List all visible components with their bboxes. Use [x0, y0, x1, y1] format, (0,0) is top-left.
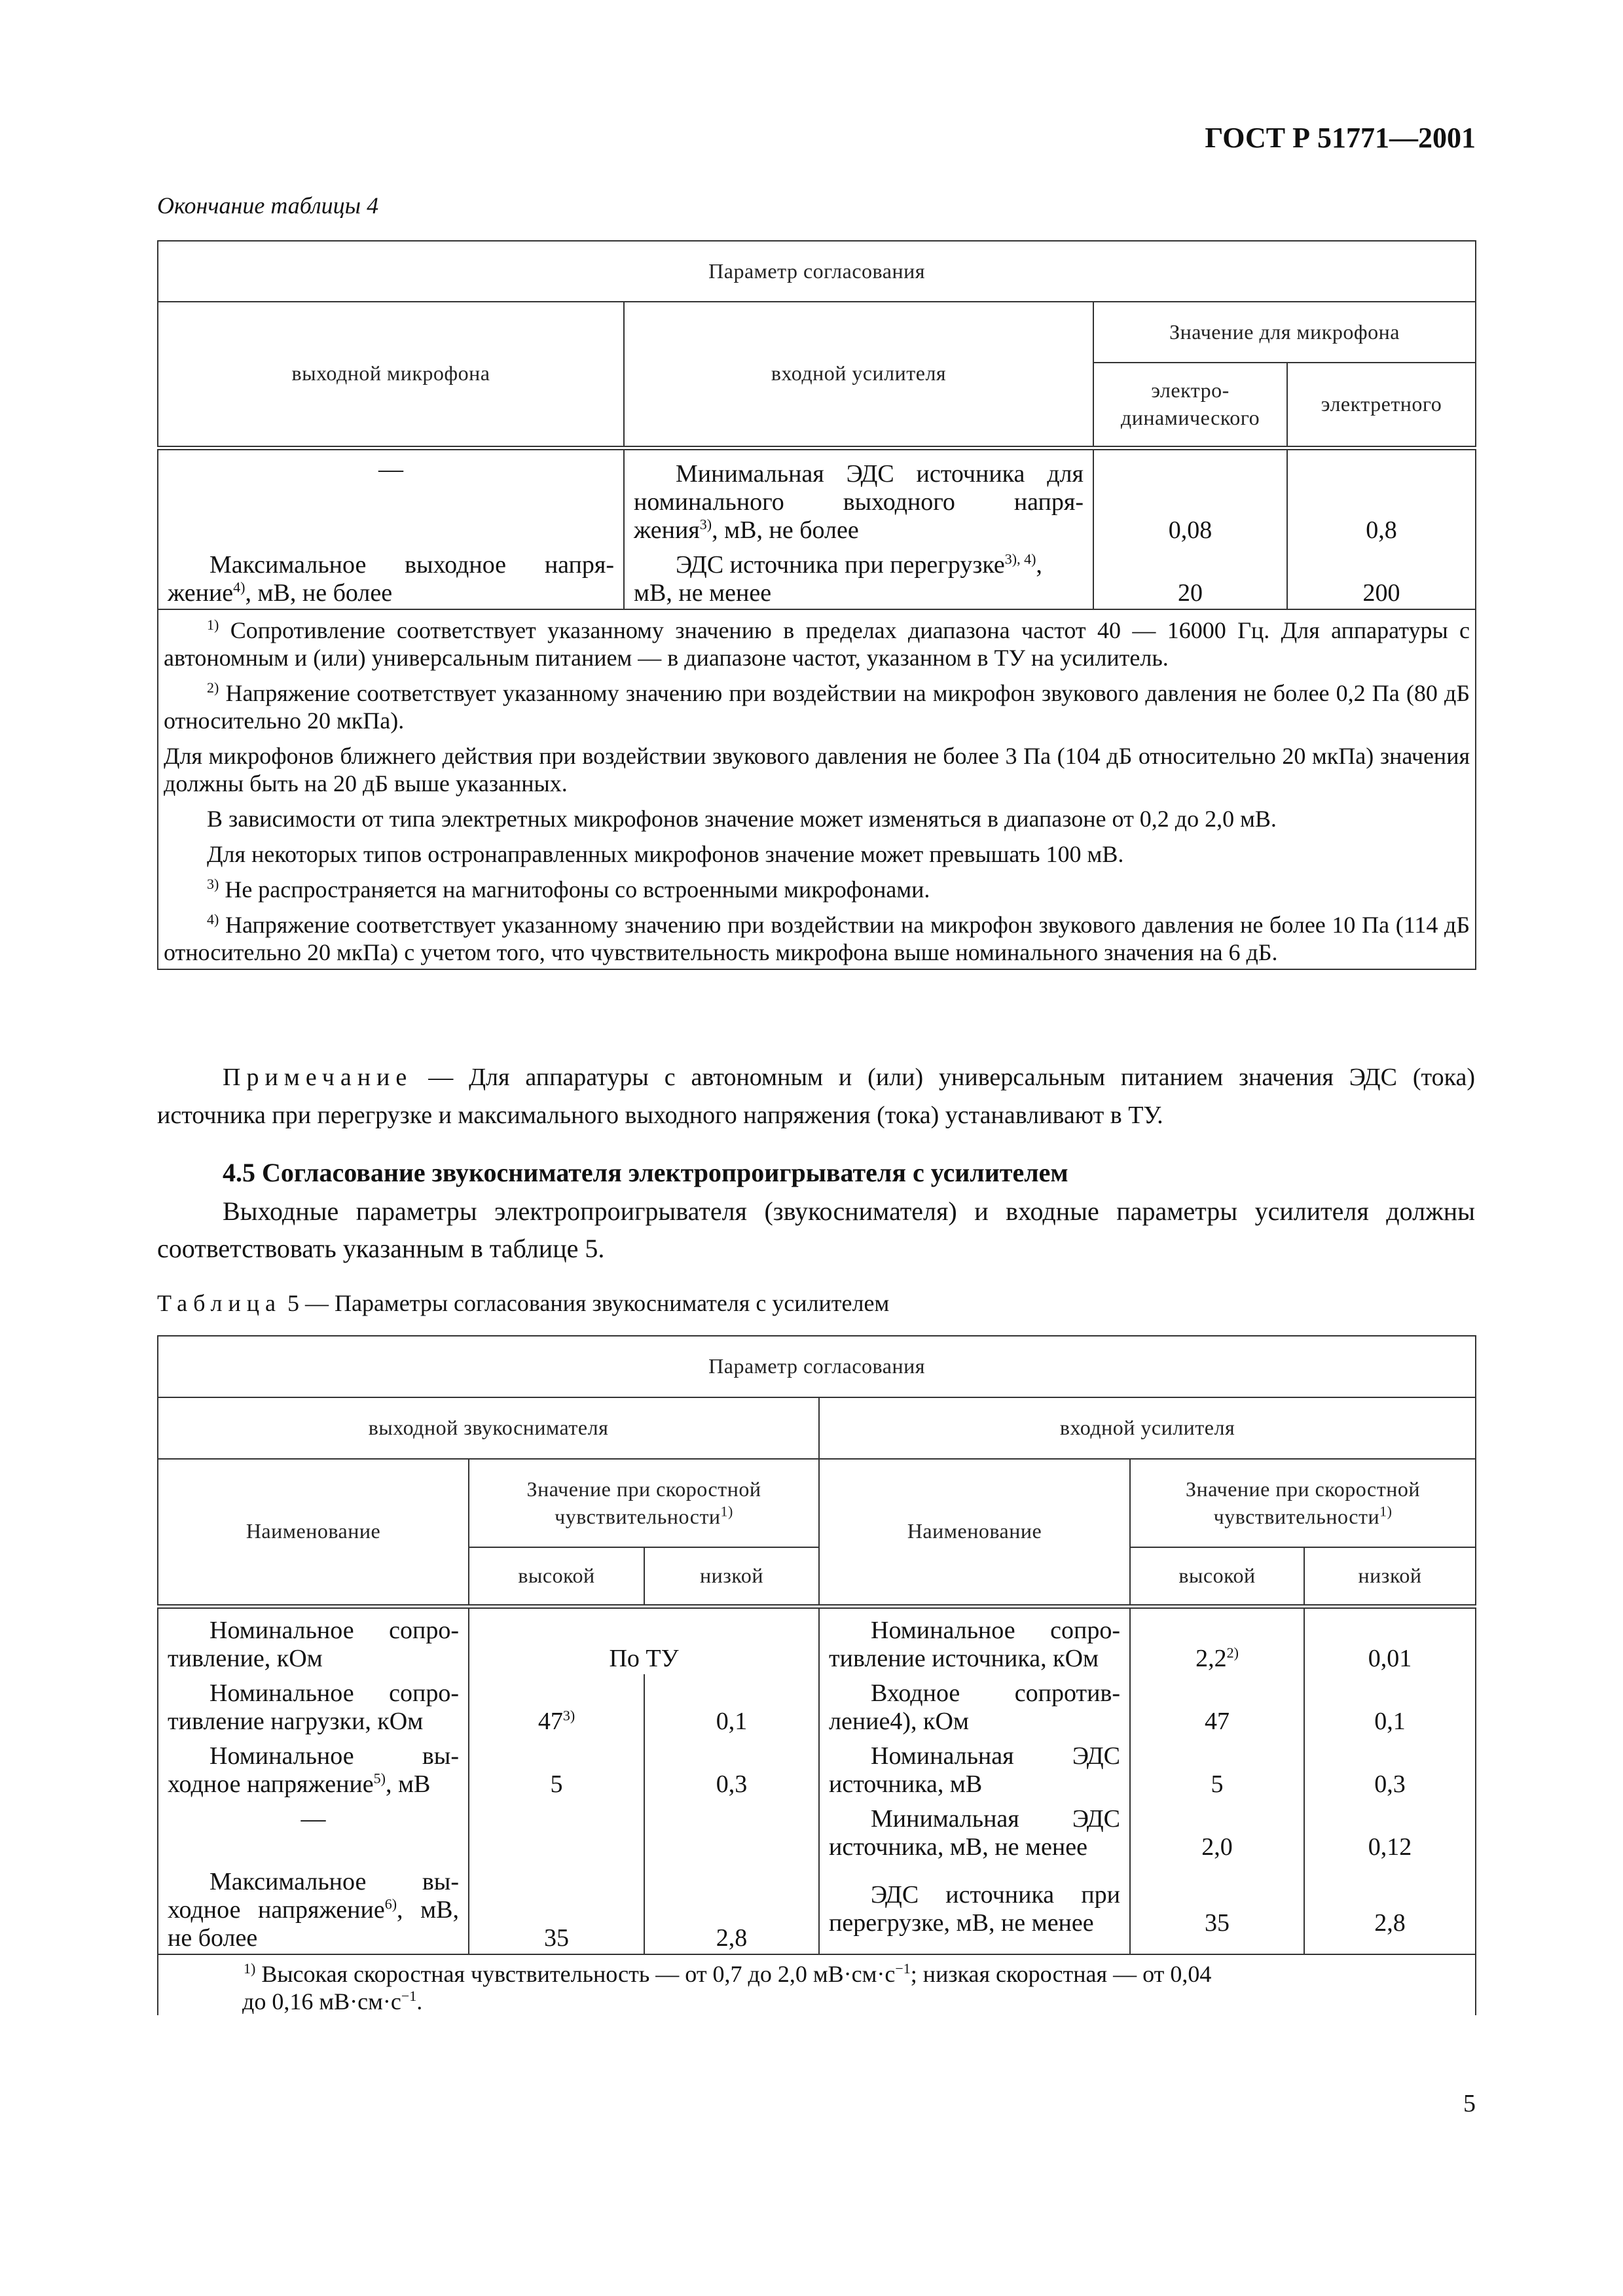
- table4-footnote-1: [164, 617, 1470, 672]
- table5-row4-out-low-empty: [644, 1800, 819, 1863]
- table5-caption-rest: 5 — Параметры согласования звукоснимателя с усилителем: [281, 1290, 890, 1316]
- section-text: Выходные параметры электропроигрывателя (звукоснимателя) и входные параметры усилителя должны соответствовать указанным в таблице 5.: [157, 1196, 1475, 1263]
- table5-row3-in-high: 5: [1130, 1737, 1304, 1800]
- table5-row2-out-name: [158, 1674, 469, 1737]
- line: не более: [168, 1924, 258, 1952]
- table-5: [157, 1335, 1476, 2015]
- table4-row2-out-line2: [168, 579, 614, 607]
- table5-row1-out-merged: По ТУ: [469, 1606, 819, 1674]
- note-text: — Для аппаратуры с автономным и (или) универсальным питанием значения ЭДС (тока) источника при перегрузке и максимального выходного напряжения (тока) устанавливают в ТУ.: [157, 1064, 1476, 1129]
- table5-row3-out-high: 5: [469, 1737, 644, 1800]
- table5-row4-out-name: —: [158, 1800, 469, 1863]
- table5-row5-in-low: 2,8: [1304, 1863, 1476, 1954]
- table5-row4-in-name: [819, 1800, 1130, 1863]
- text: .: [416, 1988, 423, 2015]
- table5-row5-out-low: 2,8: [644, 1863, 819, 1954]
- text: ходное напряжение: [168, 1770, 374, 1798]
- text: ; низкая скоростная — от 0,04: [910, 1961, 1212, 1987]
- line: Номинальное сопро-: [210, 1679, 459, 1707]
- value: 47: [538, 1708, 563, 1735]
- table5-caption: [157, 1289, 889, 1317]
- table5-row4-out-high-empty: [469, 1800, 644, 1863]
- table5-row1-in-high: [1130, 1606, 1304, 1674]
- footnote-ref-1: 1): [1379, 1502, 1393, 1519]
- exponent: −1: [895, 1960, 911, 1977]
- table4-row2-in-line1: [634, 551, 1084, 579]
- table4-row2-out-line1: Максимальное выходное напря-: [210, 551, 614, 579]
- table5-row3-in-low: 0,3: [1304, 1737, 1476, 1800]
- footnote-ref-3: 3): [562, 1707, 575, 1724]
- table4-footnote-2c: В зависимости от типа электретных микрофонов значение может изменяться в диапазоне от 0,2 до 2,0 мВ.: [207, 806, 1277, 832]
- table5-row4-in-high: 2,0: [1130, 1800, 1304, 1863]
- line: источника, мВ: [829, 1770, 983, 1798]
- table-4: [157, 240, 1476, 970]
- table5-caption-label: Таблица: [157, 1290, 282, 1316]
- table4-row2-value-electrodyn: 20: [1093, 546, 1287, 609]
- line: Входное сопротив-: [871, 1679, 1120, 1707]
- table5-row4-in-low: 0,12: [1304, 1800, 1476, 1863]
- footnote-text: Напряжение соответствует указанному значению при воздействии на микрофон звукового давления не более 0,2 Па (80 дБ относительно 20 мкПа).: [164, 680, 1470, 734]
- table4-row2-out-text-c: , мВ, не более: [245, 579, 393, 607]
- text: ходное напряжение: [168, 1896, 385, 1924]
- table5-row1-in-low: 0,01: [1304, 1606, 1476, 1674]
- line: Минимальная ЭДС: [871, 1805, 1120, 1833]
- exponent: −1: [401, 1988, 417, 2004]
- table5-row3-out-low: 0,3: [644, 1737, 819, 1800]
- table5-row2-out-low: 0,1: [644, 1674, 819, 1737]
- line: [168, 1896, 459, 1924]
- line: Номинальное сопро-: [210, 1617, 459, 1644]
- table5-head-in-amp: входной усилителя: [819, 1397, 1476, 1459]
- table4-row1-value-electrodyn: 0,08: [1093, 448, 1287, 546]
- value: 2,2: [1195, 1645, 1227, 1672]
- table5-head-out-value: [469, 1459, 819, 1547]
- table5-row2-in-low: 0,1: [1304, 1674, 1476, 1737]
- table4-footnote-2b: Для микрофонов ближнего действия при воздействии звукового давления не более 3 Па (104 дБ относительно 20 мкПа) значения должны быть на 20 дБ выше указанных.: [164, 743, 1470, 797]
- table4-row1-in-text-c: , мВ, не более: [712, 516, 859, 544]
- note-label: Примечание: [223, 1064, 413, 1091]
- table5-head-out-name: Наименование: [158, 1459, 469, 1606]
- table4-row2-in-text-a: ЭДС источника при перегрузке: [676, 551, 1005, 579]
- table4-head-param: Параметр согласования: [158, 241, 1476, 302]
- text: Высокая скоростная чувствительность — от 0,7 до 2,0 мВ·см·с: [255, 1961, 896, 1987]
- table5-head-in-value-text: Значение при скоростной чувствительности: [1186, 1477, 1420, 1528]
- footnote-ref-3-4: 3), 4): [1004, 550, 1036, 567]
- line: тивление источника, кОм: [829, 1645, 1099, 1672]
- table4-continuation-caption: Окончание таблицы 4: [157, 192, 379, 219]
- table4-row2-in-text-b: ,: [1036, 551, 1042, 579]
- page-number: 5: [1463, 2090, 1476, 2117]
- table4-footnote-2d: Для некоторых типов остронаправленных микрофонов значение может превышать 100 мВ.: [207, 841, 1124, 867]
- table4-head-electret: электретного: [1287, 363, 1476, 448]
- table4-footnote-3: [164, 876, 1470, 903]
- table4-row2-in: [624, 546, 1093, 609]
- table5-head-in-low: низкой: [1304, 1547, 1476, 1606]
- line: [168, 1770, 459, 1799]
- table5-head-in-high: высокой: [1130, 1547, 1304, 1606]
- table4-head-value-for-mic: Значение для микрофона: [1093, 302, 1476, 363]
- table5-row5-in-high: 35: [1130, 1863, 1304, 1954]
- footnote-text: Не распространяется на магнитофоны со встроенными микрофонами.: [219, 876, 930, 903]
- table5-row5-in-name: [819, 1863, 1130, 1954]
- table4-row1-out-text: —: [378, 455, 403, 483]
- table5-row2-in-name: [819, 1674, 1130, 1737]
- line: тивление, кОм: [168, 1645, 323, 1672]
- line: Номинальное сопро-: [871, 1617, 1120, 1644]
- table5-row5-out-name: [158, 1863, 469, 1954]
- table4-row1-in-line2: [634, 516, 1084, 545]
- line: перегрузке, мВ, не менее: [829, 1909, 1094, 1937]
- footnote-ref-2: 2): [1226, 1644, 1239, 1661]
- table4-row1-value-electret: 0,8: [1287, 448, 1476, 546]
- table5-row1-out-name: [158, 1606, 469, 1674]
- table4-footnote-2: [164, 679, 1470, 734]
- table5-row2-in-high: 47: [1130, 1674, 1304, 1737]
- table4-row1-out: [158, 448, 624, 546]
- line: источника, мВ, не менее: [829, 1833, 1087, 1861]
- table4-row1-in-text-b: жения: [634, 516, 700, 544]
- footnote-text: Сопротивление соответствует указанному значению в пределах диапазона частот 40 — 16000 Гц. Для аппаратуры с автономным и (или) универсальным питанием — в диапазоне частот, указанном в ТУ на усилитель.: [164, 617, 1470, 671]
- footnote-mark: 3): [207, 876, 219, 892]
- footnote-ref-5: 5): [373, 1770, 386, 1787]
- document-code-header: ГОСТ Р 51771—2001: [1205, 122, 1476, 154]
- footnote-mark: 1): [207, 617, 219, 633]
- table5-head-in-value: [1130, 1459, 1476, 1547]
- footnote-ref-3: 3): [699, 516, 712, 533]
- table5-row3-in-name: [819, 1737, 1130, 1800]
- table5-head-out-low: низкой: [644, 1547, 819, 1606]
- table4-row1-in-line1: Минимальная ЭДС источника для номинального выходного напря-: [634, 460, 1084, 516]
- footnote-ref-1: 1): [720, 1502, 733, 1519]
- line: Максимальное вы-: [210, 1868, 459, 1895]
- table4-row2-in-line2: мВ, не менее: [634, 579, 772, 607]
- table5-row5-out-high: 35: [469, 1863, 644, 1954]
- table4-row2-out-text-b: жение: [168, 579, 234, 607]
- table4-head-electrodyn: электро- динамического: [1093, 363, 1287, 448]
- text: , мВ: [385, 1770, 431, 1798]
- table5-head-in-name: Наименование: [819, 1459, 1130, 1606]
- table5-head-out-pickup: выходной звукоснимателя: [158, 1397, 819, 1459]
- table4-row2-out: [158, 546, 624, 609]
- note-paragraph: [157, 1058, 1475, 1134]
- table4-row1-in: [624, 448, 1093, 546]
- line: Номинальная ЭДС: [871, 1742, 1120, 1770]
- table4-footnotes: [158, 609, 1476, 969]
- footnote-mark: 4): [207, 911, 219, 927]
- table5-head-out-value-text: Значение при скоростной чувствительности: [526, 1477, 761, 1528]
- table5-row3-out-name: [158, 1737, 469, 1800]
- text: , мВ,: [397, 1896, 459, 1924]
- table5-row2-out-high: [469, 1674, 644, 1737]
- line: ление4), кОм: [829, 1708, 969, 1735]
- table5-footnote-line1: [164, 1960, 1470, 1988]
- text: до 0,16 мВ·см·с: [242, 1988, 401, 2015]
- table5-head-param: Параметр согласования: [158, 1336, 1476, 1397]
- line: Номинальное вы-: [210, 1742, 459, 1770]
- footnote-ref-6: 6): [384, 1895, 397, 1912]
- table5-row1-in-name: [819, 1606, 1130, 1674]
- line: тивление нагрузки, кОм: [168, 1708, 424, 1735]
- table5-footnote: [158, 1954, 1476, 2015]
- table5-footnote-line2: [164, 1988, 1470, 2015]
- footnote-mark: 2): [207, 679, 219, 696]
- table5-head-out-high: высокой: [469, 1547, 644, 1606]
- table4-footnote-4: [164, 911, 1470, 966]
- table4-head-in-amp: входной усилителя: [624, 302, 1093, 448]
- line: ЭДС источника при: [871, 1881, 1120, 1909]
- footnote-text: Напряжение соответствует указанному значению при воздействии на микрофон звукового давления не более 10 Па (114 дБ относительно 20 мкПа) с учетом того, что чувствительность микрофона выше номинального значения на 6 дБ.: [164, 912, 1470, 965]
- table4-head-out-mic: выходной микрофона: [158, 302, 624, 448]
- footnote-mark: 1): [244, 1960, 256, 1977]
- table4-row2-value-electret: 200: [1287, 546, 1476, 609]
- section-title: 4.5 Согласование звукоснимателя электропроигрывателя с усилителем: [223, 1158, 1068, 1187]
- footnote-ref-4: 4): [233, 579, 246, 596]
